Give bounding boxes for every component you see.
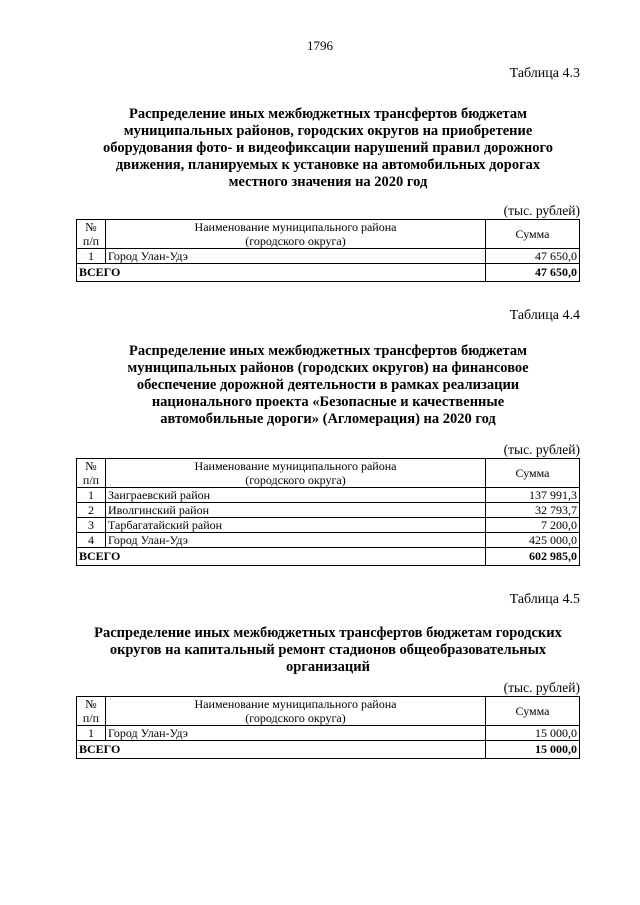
header-sum: Сумма	[486, 459, 580, 488]
header-name: Наименование муниципального района (городского округа)	[106, 459, 486, 488]
row-num: 1	[77, 249, 106, 264]
table-4-3-section	[76, 66, 580, 282]
title-line: Распределение иных межбюджетных трансфертов бюджетам	[129, 343, 527, 359]
table-row	[77, 518, 580, 533]
table-row	[77, 249, 580, 264]
header-num: № п/п	[77, 220, 106, 249]
row-sum: 15 000,0	[486, 726, 580, 741]
total-row	[77, 548, 580, 566]
total-label: ВСЕГО	[77, 548, 486, 566]
row-sum: 47 650,0	[486, 249, 580, 264]
table-4-5-section	[76, 592, 580, 759]
table-header	[77, 459, 580, 488]
row-name: Заиграевский район	[106, 488, 486, 503]
row-name: Иволгинский район	[106, 503, 486, 518]
title-line: муниципальных районов, городских округов на приобретение	[123, 123, 533, 139]
data-table	[76, 458, 580, 566]
table-label: Таблица 4.3	[509, 66, 580, 81]
units-note: (тыс. рублей)	[503, 203, 580, 218]
row-sum: 32 793,7	[486, 503, 580, 518]
row-num: 1	[77, 726, 106, 741]
page-number: 1796	[307, 38, 333, 53]
title-line: Распределение иных межбюджетных трансфертов бюджетам городских	[94, 625, 562, 641]
units-note: (тыс. рублей)	[503, 442, 580, 457]
row-sum: 7 200,0	[486, 518, 580, 533]
table-title	[76, 343, 580, 428]
row-num: 3	[77, 518, 106, 533]
header-num: № п/п	[77, 459, 106, 488]
table-label: Таблица 4.4	[509, 308, 580, 323]
total-label: ВСЕГО	[77, 741, 486, 759]
title-line: округов на капитальный ремонт стадионов общеобразовательных	[109, 642, 547, 658]
total-label: ВСЕГО	[77, 264, 486, 282]
total-row	[77, 264, 580, 282]
row-name: Тарбагатайский район	[106, 518, 486, 533]
title-line: национального проекта «Безопасные и качественные	[151, 394, 505, 410]
table-row	[77, 726, 580, 741]
data-table	[76, 219, 580, 282]
total-row	[77, 741, 580, 759]
header-num: № п/п	[77, 697, 106, 726]
total-sum: 47 650,0	[486, 264, 580, 282]
units-note: (тыс. рублей)	[503, 680, 580, 695]
header-sum: Сумма	[486, 220, 580, 249]
table-header	[77, 220, 580, 249]
table-title	[76, 625, 580, 676]
table-row	[77, 503, 580, 518]
table-row	[77, 533, 580, 548]
title-line: организаций	[286, 659, 370, 675]
row-name: Город Улан-Удэ	[106, 249, 486, 264]
title-line: обеспечение дорожной деятельности в рамках реализации	[136, 377, 520, 393]
table-label: Таблица 4.5	[509, 592, 580, 607]
header-name: Наименование муниципального района (городского округа)	[106, 220, 486, 249]
table-header	[77, 697, 580, 726]
row-name: Город Улан-Удэ	[106, 533, 486, 548]
row-num: 2	[77, 503, 106, 518]
row-sum: 137 991,3	[486, 488, 580, 503]
row-sum: 425 000,0	[486, 533, 580, 548]
header-name: Наименование муниципального района (городского округа)	[106, 697, 486, 726]
row-num: 1	[77, 488, 106, 503]
data-table	[76, 696, 580, 759]
row-num: 4	[77, 533, 106, 548]
table-4-4-section	[76, 308, 580, 566]
title-line: Распределение иных межбюджетных трансфертов бюджетам	[129, 106, 527, 122]
title-line: муниципальных районов (городских округов) на финансовое	[127, 360, 529, 376]
title-line: местного значения на 2020 год	[228, 174, 428, 190]
table-row	[77, 488, 580, 503]
total-sum: 602 985,0	[486, 548, 580, 566]
title-line: оборудования фото- и видеофиксации нарушений правил дорожного	[103, 140, 553, 156]
title-line: автомобильные дороги» (Агломерация) на 2020 год	[160, 411, 496, 427]
total-sum: 15 000,0	[486, 741, 580, 759]
table-title	[76, 106, 580, 191]
title-line: движения, планируемых к установке на автомобильных дорогах	[115, 157, 541, 173]
header-sum: Сумма	[486, 697, 580, 726]
row-name: Город Улан-Удэ	[106, 726, 486, 741]
